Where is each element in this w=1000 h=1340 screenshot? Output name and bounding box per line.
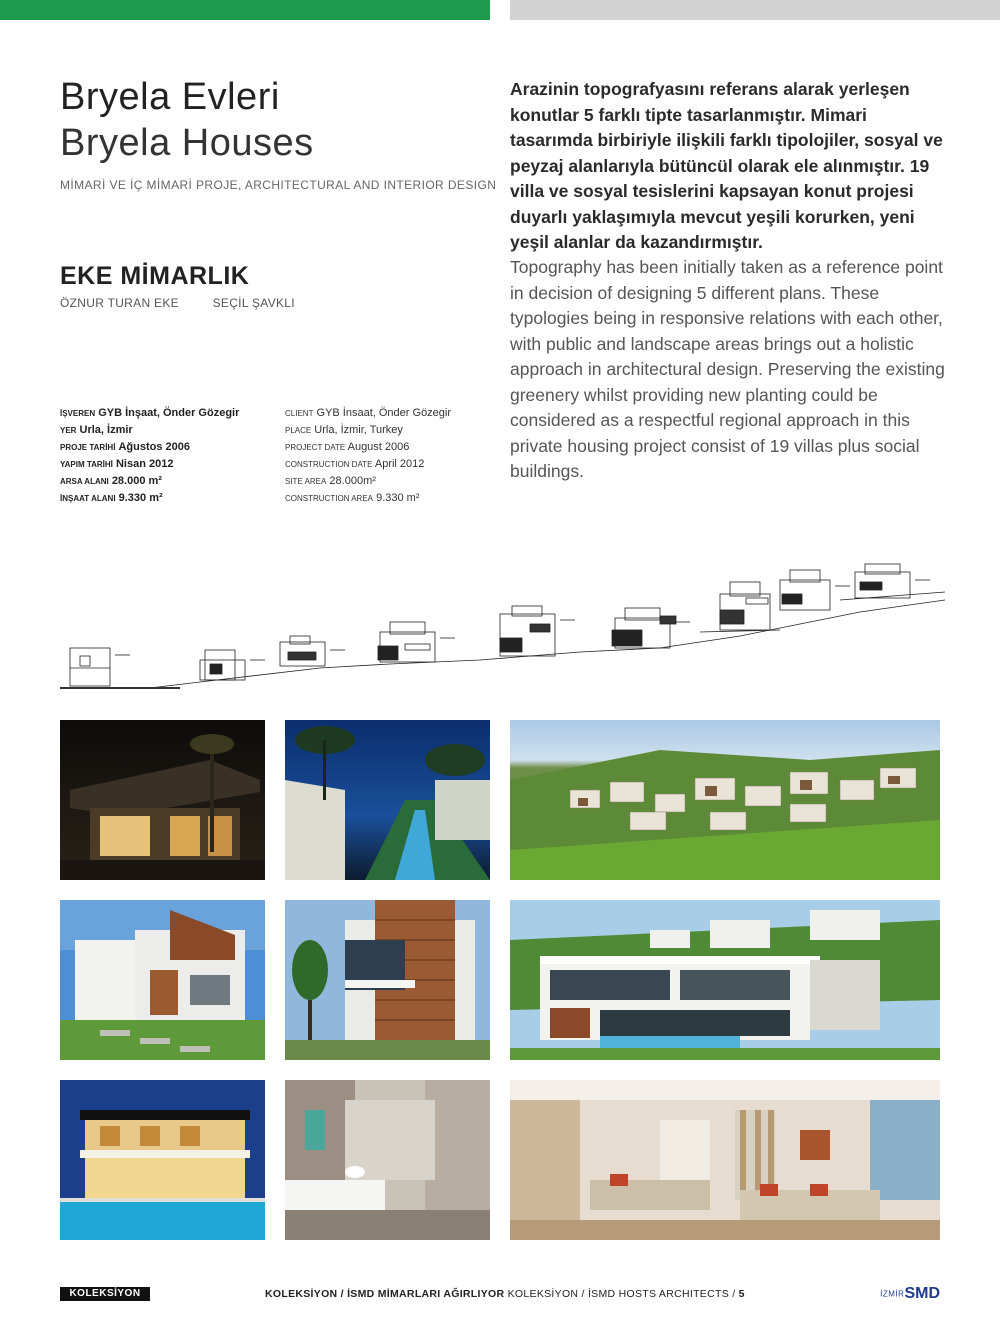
- info-row: ARSA ALANI 28.000 m²: [60, 475, 162, 487]
- info-row: CLIENT GYB İnsaat, Önder Gözegir: [285, 407, 452, 419]
- description-english: Topography has been initially taken as a reference point in decision of designing 5 different plans. These typologies being in responsive relations with each other, with public and landscape areas brings out a holistic approach in architectural design. Preserving the existing greenery whilst providing new planting could be considered as a respectful regional approach in this private housing project consist of 19 villas plus social buildings.: [510, 257, 945, 481]
- izmir-smd-logo: [880, 1285, 940, 1303]
- info-row: SITE AREA 28.000m²: [285, 475, 376, 487]
- subtitle: MİMARİ VE İÇ MİMARİ PROJE, ARCHITECTURAL AND INTERIOR DESIGN: [60, 178, 497, 192]
- info-row: İŞVEREN GYB İnşaat, Önder Gözegir: [60, 407, 240, 419]
- architects-list: [60, 296, 295, 310]
- info-row: PROJE TARİHİ Ağustos 2006: [60, 441, 191, 453]
- firm-name: EKE MİMARLIK: [60, 262, 250, 290]
- top-bar-gray: [510, 0, 1000, 20]
- photo-night-pathway: [285, 720, 490, 880]
- photo-villa-pool-render: [510, 900, 940, 1060]
- footer-caption-bold: KOLEKSİYON / İSMD MİMARLARI AĞIRLIYOR: [265, 1288, 505, 1300]
- title-english: Bryela Houses: [60, 122, 314, 164]
- architect-name: ÖZNUR TURAN EKE: [60, 296, 179, 310]
- koleksiyon-logo: KOLEKSİYON: [60, 1287, 150, 1301]
- photo-living-room-interior: [510, 1080, 940, 1240]
- info-row: PROJECT DATE August 2006: [285, 441, 410, 453]
- architect-name: SEÇİL ŞAVKLI: [212, 296, 295, 310]
- photo-night-villa-exterior: [60, 720, 265, 880]
- photo-wood-facade: [285, 900, 490, 1060]
- info-row: CONSTRUCTION AREA 9.330 m²: [285, 492, 420, 504]
- info-row: İNŞAAT ALANI 9.330 m²: [60, 492, 163, 504]
- page-number: 5: [738, 1288, 745, 1300]
- title-turkish: Bryela Evleri: [60, 76, 280, 118]
- brand-small-text: İZMİR: [880, 1289, 905, 1299]
- description-turkish: Arazinin topografyasını referans alarak yerleşen konutlar 5 farklı tipte tasarlanmıştır. Mimari tasarımda birbiriyle ilişkili farklı tipolojiler, sosyal ve peyzaj alanlarıyla bütüncül olarak ele alınmıştır. 19 villa ve sosyal tesislerini kapsayan konut projesi duyarlı yaklaşımıyla mevcut yeşili korurken, yeni yeşil alanlar da kazandırmıştır.: [510, 79, 943, 252]
- photo-bathroom-interior: [285, 1080, 490, 1240]
- top-bar-green: [0, 0, 490, 20]
- project-info-turkish: [60, 405, 280, 507]
- project-info-english: [285, 405, 495, 507]
- brand-big-text: SMD: [904, 1285, 940, 1302]
- footer-caption-regular: KOLEKSİYON / İSMD HOSTS ARCHITECTS /: [504, 1288, 739, 1300]
- photo-night-villa-pool: [60, 1080, 265, 1240]
- info-row: PLACE Urla, İzmir, Turkey: [285, 424, 403, 436]
- footer-caption: [265, 1288, 745, 1300]
- info-row: YER Urla, İzmir: [60, 424, 133, 436]
- site-elevation-drawing: [60, 560, 945, 700]
- info-row: YAPIM TARİHİ Nisan 2012: [60, 458, 174, 470]
- info-row: CONSTRUCTION DATE April 2012: [285, 458, 425, 470]
- photo-aerial-village: [510, 720, 940, 880]
- photo-villa-entrance: [60, 900, 265, 1060]
